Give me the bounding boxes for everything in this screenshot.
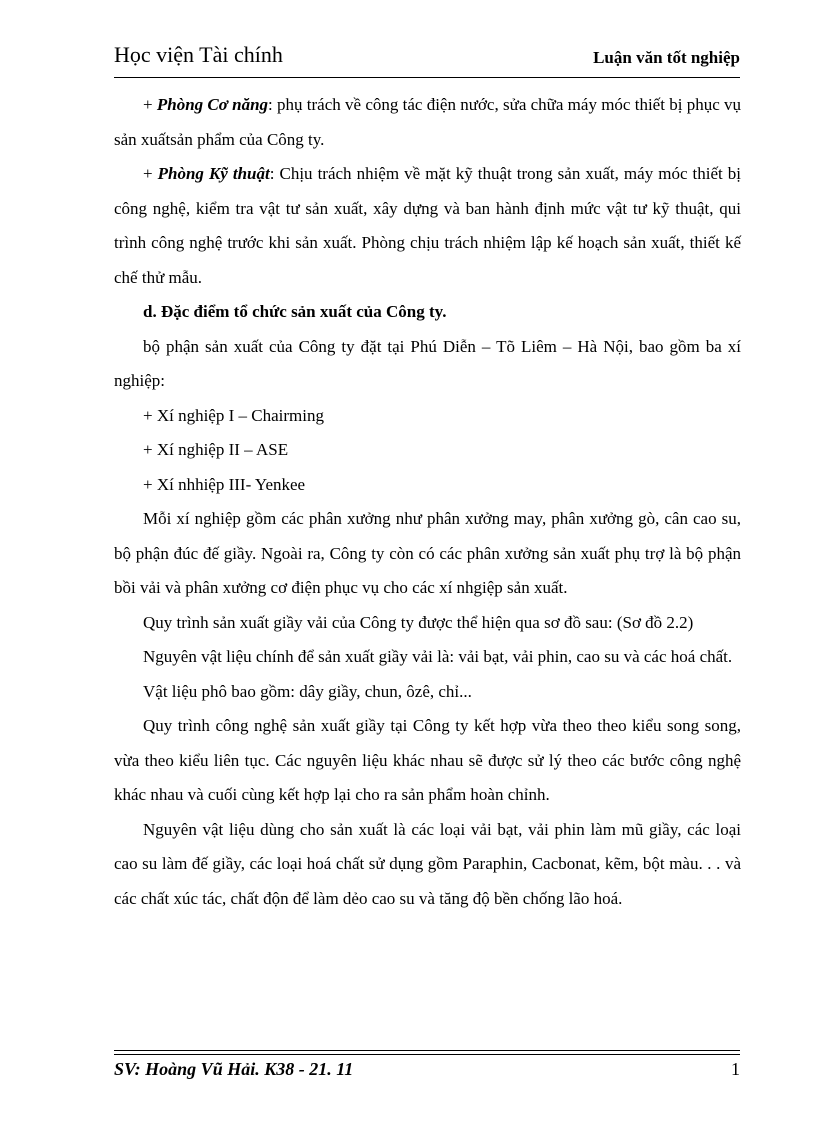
footer-student-info: SV: Hoàng Vũ Hải. K38 - 21. 11	[114, 1059, 354, 1079]
paragraph-process-diagram-ref: Quy trình sản xuất giầy vải của Công ty được thể hiện qua sơ đồ sau: (Sơ đồ 2.2)	[143, 612, 694, 632]
paragraph-phong-ky-thuat	[114, 157, 741, 295]
paragraph-auxiliary-materials: Vật liệu phô bao gồm: dây giầy, chun, ôzê, chỉ...	[143, 681, 472, 701]
list-item-enterprise-3: + Xí nhhiệp III- Yenkee	[143, 474, 306, 494]
footer-rule-bottom	[114, 1054, 740, 1055]
paragraph-technology-process: Quy trình công nghệ sản xuất giầy tại Công ty kết hợp vừa theo theo kiểu song song, vừa theo kiểu liên tục. Các nguyên liệu khác nhau sẽ được sử lý theo các bước công nghệ khác nhau và cuối cùng kết hợp lại cho ra sản phẩm hoàn chỉnh.	[114, 716, 741, 804]
list-item-enterprise-2: + Xí nghiệp II – ASE	[143, 440, 289, 459]
bullet-prefix: +	[143, 164, 158, 183]
bullet-prefix: +	[143, 95, 157, 114]
page-footer	[114, 1059, 740, 1085]
header-institution: Học viện Tài chính	[114, 42, 283, 67]
term-phong-co-nang: Phòng Cơ năng	[156, 95, 269, 114]
paragraph-text: : phụ trách về công tác điện nước, sửa chữa máy móc thiết bị phục vụ sản xuấtsản phẩm của Công ty.	[114, 95, 741, 149]
page-number: 1	[731, 1059, 740, 1079]
paragraph-main-materials: Nguyên vật liệu chính để sản xuất giầy vải là: vải bạt, vải phin, cao su và các hoá chất.	[143, 647, 733, 666]
header-doc-type: Luận văn tốt nghiệp	[593, 48, 740, 67]
paragraph-production-location: bộ phận sản xuất của Công ty đặt tại Phú Diễn – Tõ Liêm – Hà Nội, bao gồm ba xí nghiệp:	[114, 336, 741, 390]
paragraph-raw-materials: Nguyên vật liệu dùng cho sản xuất là các loại vải bạt, vải phin làm mũ giầy, các loại cao su làm đế giầy, các loại hoá chất sử dụng gồm Paraphin, Cacbonat, kẽm, bột màu. . . và các chất xúc tác, chất độn để làm dẻo cao su và tăng độ bền chống lão hoá.	[114, 819, 741, 908]
page-header	[114, 40, 740, 74]
paragraph-workshops: Mỗi xí nghiệp gồm các phân xưởng như phân xưởng may, phân xưởng gò, cân cao su, bộ phận đúc đế giầy. Ngoài ra, Công ty còn có các phân xưởng sản xuất phụ trợ là bộ phận bồi vải và phân xưởng cơ điện phục vụ cho các xí nhgiệp sản xuất.	[114, 509, 741, 597]
list-item-enterprise-1: + Xí nghiệp I – Chairming	[143, 405, 324, 425]
paragraph-text: : Chịu trách nhiệm về mặt kỹ thuật trong sản xuất, máy móc thiết bị công nghệ, kiểm tra vật tư sản xuất, xây dựng và ban hành định mức vật tư kỹ thuật, qui trình công nghệ trước khi sản xuất. Phòng chịu trách nhiệm lập kế hoạch sản xuất, thiết kế chế thử mẫu.	[114, 164, 741, 287]
term-phong-ky-thuat: Phòng Kỹ thuật	[157, 164, 270, 183]
header-rule	[114, 77, 740, 78]
page-body	[114, 88, 741, 916]
paragraph-phong-co-nang	[114, 88, 741, 157]
section-heading: d. Đặc điểm tổ chức sản xuất của Công ty.	[143, 302, 447, 321]
footer-rule-top	[114, 1050, 740, 1051]
